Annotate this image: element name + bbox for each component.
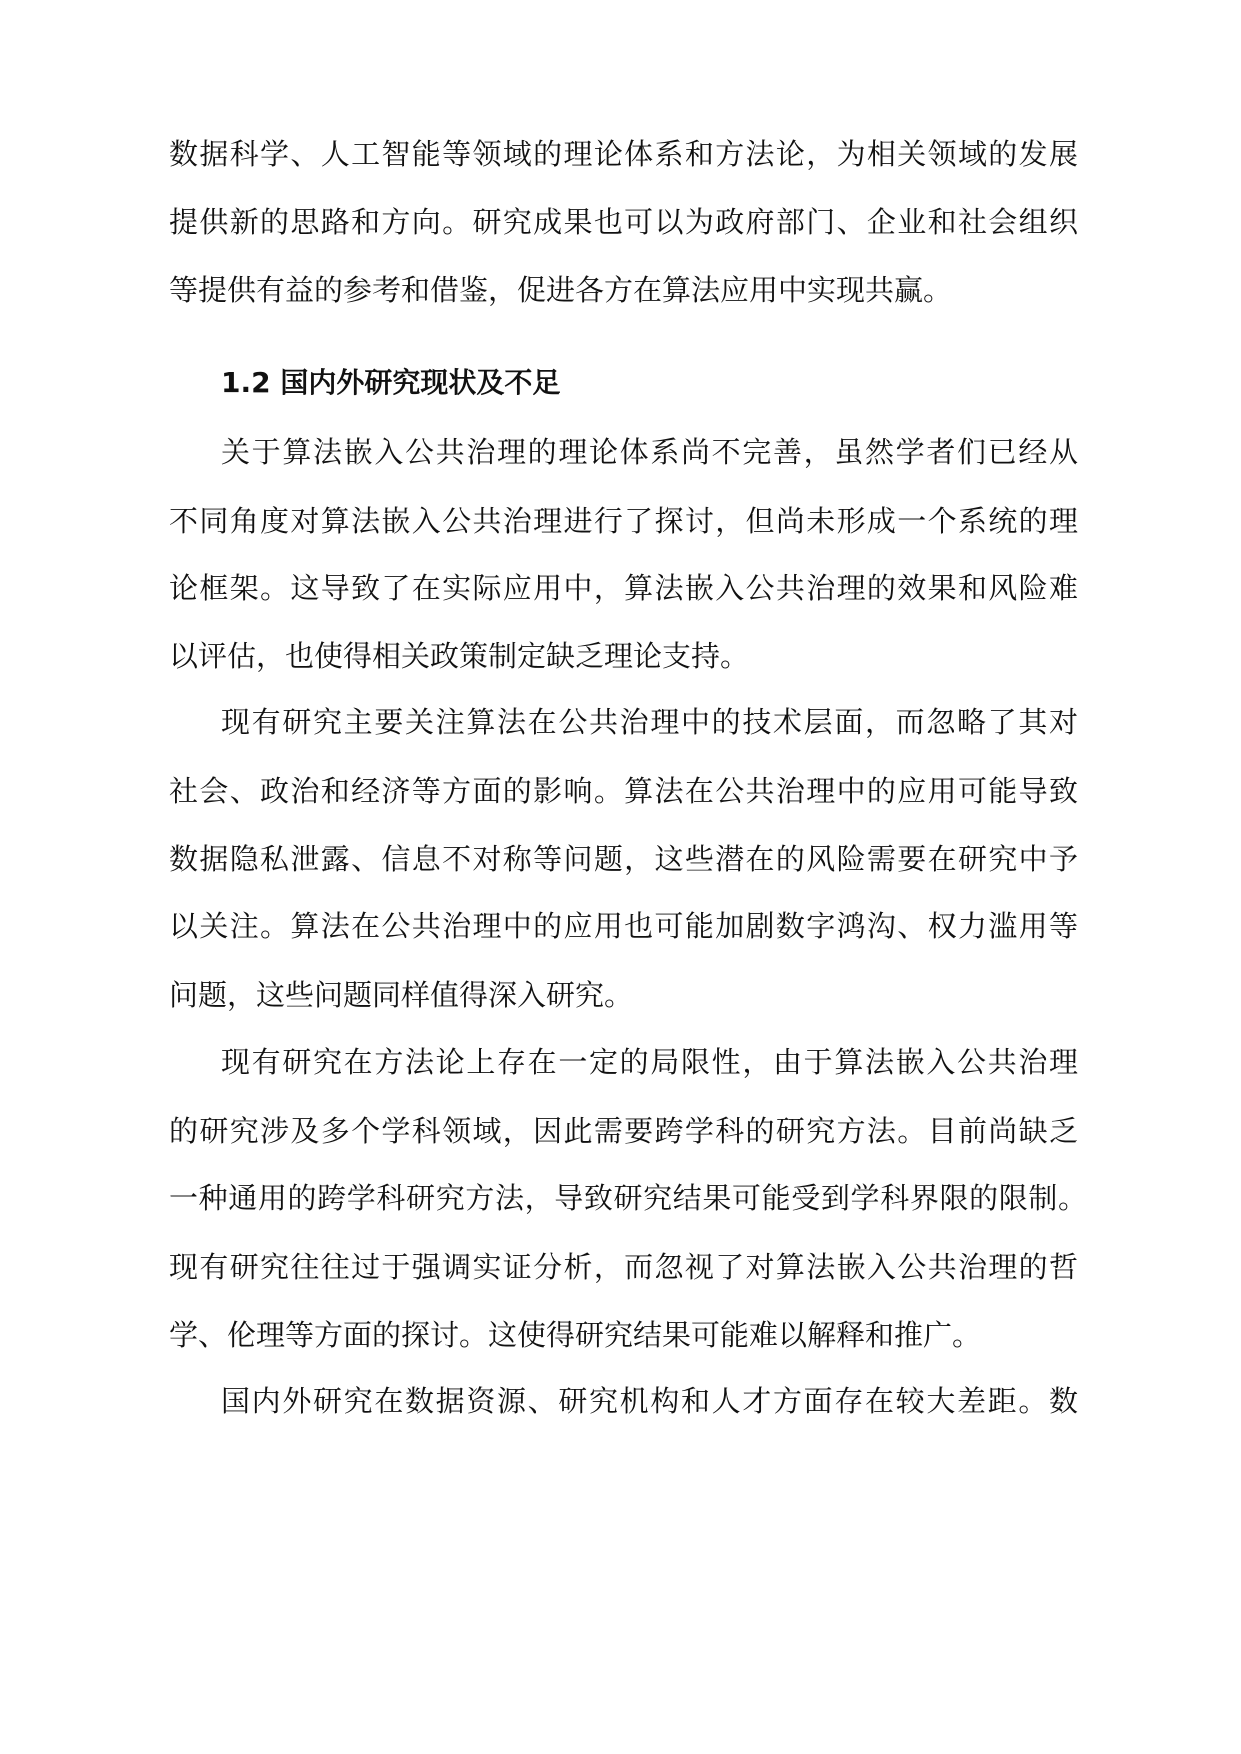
paragraph-line: 学、伦理等方面的探讨。这使得研究结果可能难以解释和推广。 xyxy=(169,1318,982,1352)
paragraph-line: 现有研究主要关注算法在公共治理中的技术层面，而忽略了其对 xyxy=(221,705,1078,739)
paragraph-line: 以评估，也使得相关政策制定缺乏理论支持。 xyxy=(169,639,750,673)
paragraph-line: 数据科学、人工智能等领域的理论体系和方法论，为相关领域的发展 xyxy=(169,137,1078,171)
paragraph-line: 社会、政治和经济等方面的影响。算法在公共治理中的应用可能导致 xyxy=(169,774,1078,808)
paragraph-line: 论框架。这导致了在实际应用中，算法嵌入公共治理的效果和风险难 xyxy=(169,571,1078,605)
paragraph-line: 提供新的思路和方向。研究成果也可以为政府部门、企业和社会组织 xyxy=(169,205,1078,239)
paragraph-line: 不同角度对算法嵌入公共治理进行了探讨，但尚未形成一个系统的理 xyxy=(169,504,1078,538)
paragraph-line: 一种通用的跨学科研究方法，导致研究结果可能受到学科界限的限制。 xyxy=(169,1181,1087,1215)
paragraph-line: 等提供有益的参考和借鉴，促进各方在算法应用中实现共赢。 xyxy=(169,273,953,307)
paragraph-line: 数据隐私泄露、信息不对称等问题，这些潜在的风险需要在研究中予 xyxy=(169,842,1078,876)
paragraph-line: 现有研究往往过于强调实证分析，而忽视了对算法嵌入公共治理的哲 xyxy=(169,1250,1078,1284)
paragraph-line: 的研究涉及多个学科领域，因此需要跨学科的研究方法。目前尚缺乏 xyxy=(169,1114,1078,1148)
section-heading: 1.2 国内外研究现状及不足 xyxy=(221,366,561,399)
paragraph-line: 现有研究在方法论上存在一定的局限性，由于算法嵌入公共治理 xyxy=(221,1045,1078,1079)
paragraph-line: 问题，这些问题同样值得深入研究。 xyxy=(169,978,634,1012)
paragraph-line: 国内外研究在数据资源、研究机构和人才方面存在较大差距。数 xyxy=(221,1384,1078,1418)
paragraph-line: 以关注。算法在公共治理中的应用也可能加剧数字鸿沟、权力滥用等 xyxy=(169,909,1078,943)
paragraph-line: 关于算法嵌入公共治理的理论体系尚不完善，虽然学者们已经从 xyxy=(221,435,1078,469)
